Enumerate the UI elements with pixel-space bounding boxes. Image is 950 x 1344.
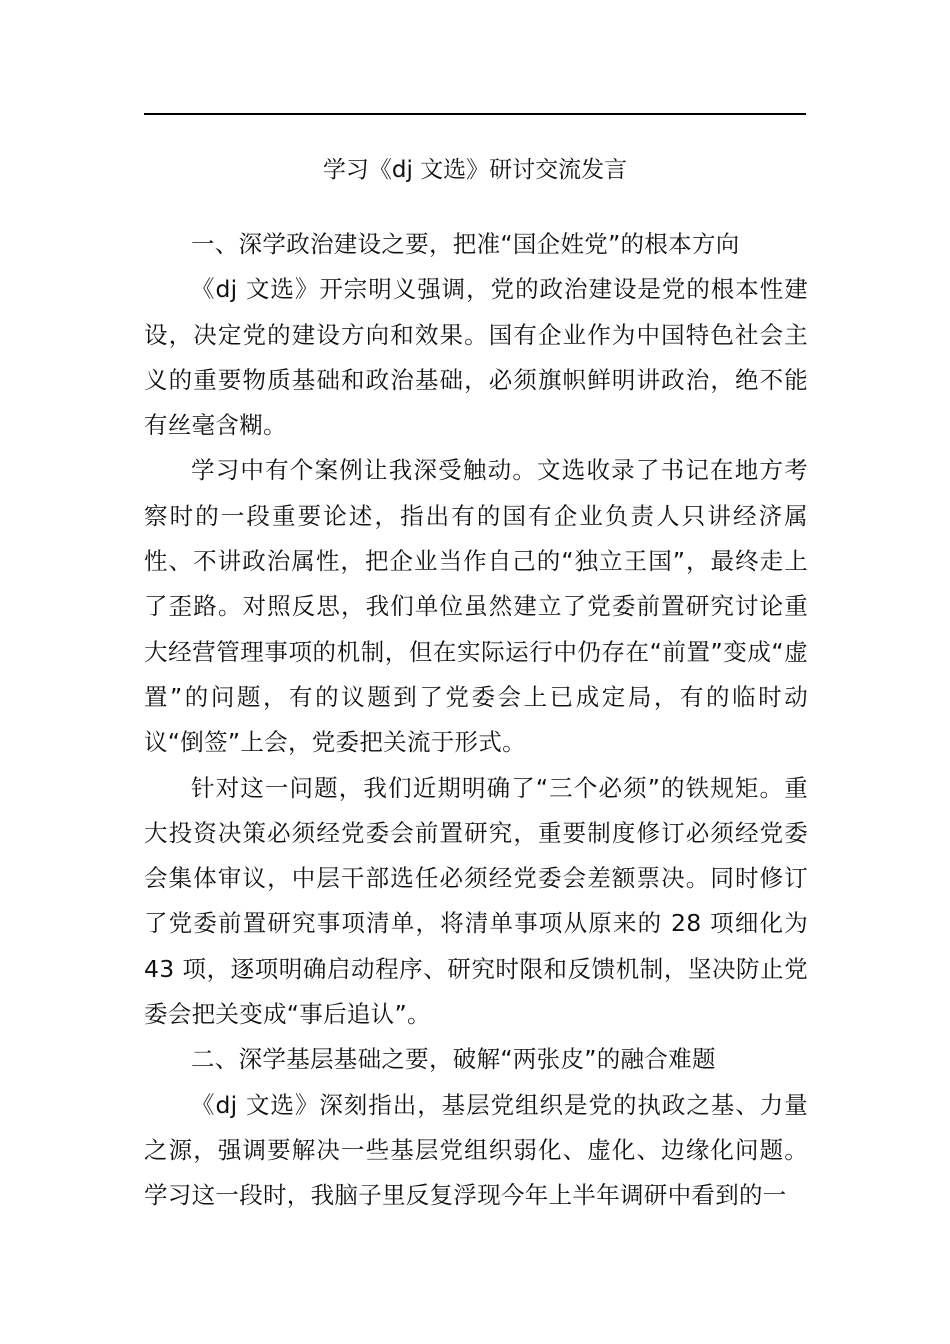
section-heading-1: 一、深学政治建设之要，把准“国企姓党”的根本方向: [191, 230, 740, 258]
body-paragraph: 《dj 文选》开宗明义强调，党的政治建设是党的根本性建设，决定党的建设方向和效果。国有企业作为中国特色社会主义的重要物质基础和政治基础，必须旗帜鲜明讲政治，绝不能有丝毫含糊。: [144, 275, 808, 440]
body-paragraph: 针对这一问题，我们近期明确了“三个必须”的铁规矩。重大投资决策必须经党委会前置研究，重要制度修订必须经党委会集体审议，中层干部选任必须经党委会差额票决。同时修订了党委前置研究事项清单，将清单事项从原来的 28 项细化为 43 项，逐项明确启动程序、研究时限和反馈机制，坚决防止党委会把关变成“事后追认”。: [144, 773, 808, 1029]
header-rule: [144, 113, 806, 115]
document-title: 学习《dj 文选》研讨交流发言: [322, 157, 628, 183]
body-paragraph: 《dj 文选》深刻指出，基层党组织是党的执政之基、力量之源，强调要解决一些基层党组织弱化、虚化、边缘化问题。学习这一段时，我脑子里反复浮现今年上半年调研中看到的一: [144, 1090, 808, 1210]
section-heading-2: 二、深学基层基础之要，破解“两张皮”的融合难题: [191, 1045, 716, 1074]
body-paragraph: 学习中有个案例让我深受触动。文选收录了书记在地方考察时的一段重要论述，指出有的国有企业负责人只讲经济属性、不讲政治属性，把企业当作自己的“独立王国”，最终走上了歪路。对照反思，我们单位虽然建立了党委前置研究讨论重大经营管理事项的机制，但在实际运行中仍存在“前置”变成“虚置”的问题，有的议题到了党委会上已成定局，有的临时动议“倒签”上会，党委把关流于形式。: [144, 456, 808, 757]
document-body: [144, 222, 808, 1219]
